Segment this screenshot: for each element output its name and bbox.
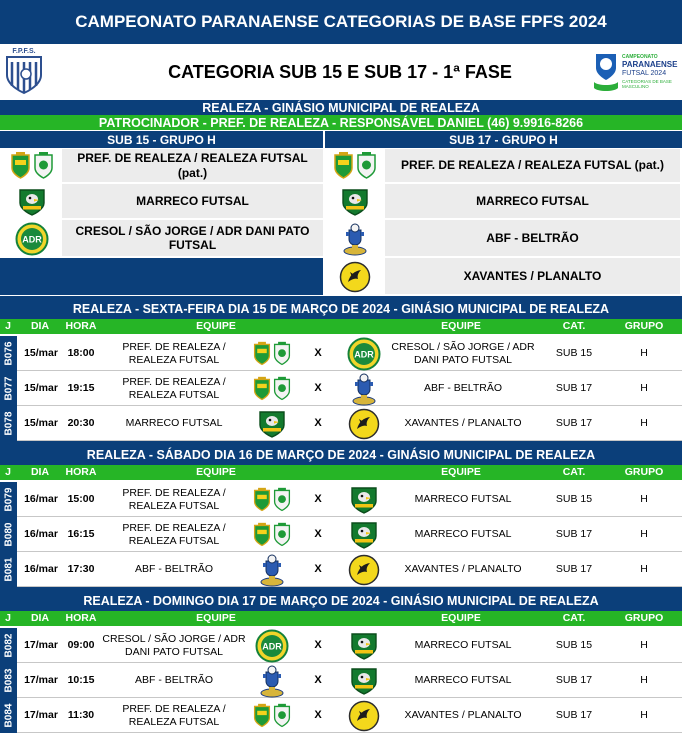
header-j: J [5,612,11,625]
game-id-label: B083 [3,668,14,693]
game-versus: X [314,492,322,505]
xavantes-circle-icon [348,408,380,440]
game-id-label: B079 [3,487,14,512]
game-home-logo [252,406,292,441]
group-left-logo [4,149,60,183]
marreco-shield-icon [340,187,370,217]
game-away-team: XAVANTES / PLANALTO [404,709,522,722]
game-away-team: MARRECO FUTSAL [414,674,512,687]
game-home-logo [252,628,292,663]
game-home-team: PREF. DE REALEZA / REALEZA FUTSAL [122,375,226,401]
campeonato-logo [592,48,680,98]
game-category: SUB 17 [555,709,593,722]
header-equipe: EQUIPE [196,466,236,479]
game-id [0,482,17,517]
game-category: SUB 17 [555,674,593,687]
game-id [0,628,17,663]
title-bar [0,44,682,100]
game-date: 17/mar [24,709,58,722]
game-versus: X [314,638,322,651]
game-id [0,406,17,441]
category-title: CATEGORIA SUB 15 E SUB 17 - 1ª FASE [168,61,512,82]
xavantes-circle-icon [348,700,380,732]
game-id [0,552,17,587]
game-group: H [640,674,648,687]
game-category: SUB 15 [555,493,593,506]
day-title: REALEZA - SEXTA-FEIRA DIA 15 DE MARÇO DE 2024 - GINÁSIO MUNICIPAL DE REALEZA [0,299,682,319]
header-grupo: GRUPO [624,466,664,479]
game-date: 17/mar [24,639,58,652]
group-left-team: CRESOL / SÃO JORGE / ADR DANI PATO FUTSAL [62,220,323,256]
game-group: H [640,639,648,652]
marreco-shield-icon [257,409,287,439]
header-grupo: GRUPO [624,320,664,333]
game-group: H [640,493,648,506]
marreco-shield-icon [349,631,379,661]
marreco-shield-icon [17,187,47,217]
group-right-logo [327,220,383,257]
game-time: 16:15 [67,528,95,541]
game-id [0,517,17,552]
group-right-logo [327,184,383,219]
header-j: J [5,466,11,479]
game-home-team: PREF. DE REALEZA / REALEZA FUTSAL [122,486,226,512]
game-date: 15/mar [24,347,58,360]
game-date: 15/mar [24,417,58,430]
game-id [0,371,17,406]
fpfs-logo-text: F.P.F.S. [12,48,36,55]
game-date: 16/mar [24,493,58,506]
game-category: SUB 17 [555,563,593,576]
game-versus: X [314,381,322,394]
fpfs-shield-icon [4,48,44,96]
realeza-crest-icon [332,151,378,181]
game-group: H [640,709,648,722]
group-right-header: SUB 17 - GRUPO H [325,131,682,148]
header-j: J [5,320,11,333]
game-id-label: B084 [3,703,14,728]
game-away-logo [342,336,386,371]
realeza-crest-icon [9,151,55,181]
game-time: 20:30 [67,417,95,430]
game-home-team: PREF. DE REALEZA / REALEZA FUTSAL [122,340,226,366]
game-away-logo [342,663,386,698]
game-category: SUB 15 [555,347,593,360]
game-home-logo [252,482,292,517]
game-away-team: MARRECO FUTSAL [414,639,512,652]
game-category: SUB 17 [555,417,593,430]
game-time: 15:00 [67,493,95,506]
realeza-crest-icon [252,520,292,550]
game-versus: X [314,416,322,429]
group-right-team: ABF - BELTRÃO [385,220,680,256]
game-away-team: CRESOL / SÃO JORGE / ADR DANI PATO FUTSAL [391,340,535,366]
game-group: H [640,417,648,430]
header-equipe2: EQUIPE [441,320,481,333]
adr-circle-icon [255,629,289,663]
xavantes-circle-icon [339,261,371,293]
group-right-logo [327,149,383,183]
game-time: 11:30 [67,709,95,722]
svg-text:ADR: ADR [262,641,282,651]
marreco-shield-icon [349,666,379,696]
logo-line4: CATEGORIAS DE BASE [622,79,672,84]
header-equipe: EQUIPE [196,320,236,333]
game-date: 16/mar [24,528,58,541]
game-id [0,336,17,371]
group-left-header: SUB 15 - GRUPO H [0,131,323,148]
group-right-team: XAVANTES / PLANALTO [385,258,680,294]
day-title: REALEZA - SÁBADO DIA 16 DE MARÇO DE 2024 - GINÁSIO MUNICIPAL DE REALEZA [0,445,682,465]
venue-title: REALEZA - GINÁSIO MUNICIPAL DE REALEZA [0,100,682,115]
game-group: H [640,528,648,541]
game-versus: X [314,562,322,575]
game-away-logo [342,371,386,406]
game-home-team: ABF - BELTRÃO [135,563,213,576]
game-away-team: MARRECO FUTSAL [414,528,512,541]
game-date: 16/mar [24,563,58,576]
group-left-logo [4,220,60,257]
header-dia: DIA [30,466,50,479]
trophy-icon [592,50,620,94]
xavantes-circle-icon [348,554,380,586]
header-equipe2: EQUIPE [441,612,481,625]
game-id-label: B077 [3,376,14,401]
game-home-team: ABF - BELTRÃO [135,674,213,687]
abf-trophy-icon [259,553,285,587]
group-left-team: PREF. DE REALEZA / REALEZA FUTSAL (pat.) [62,149,323,182]
svg-text:ADR: ADR [22,234,42,244]
game-id [0,663,17,698]
game-id-label: B081 [3,557,14,582]
group-right-team: MARRECO FUTSAL [385,184,680,218]
realeza-crest-icon [252,701,292,731]
header-grupo: GRUPO [624,612,664,625]
game-id-label: B076 [3,341,14,366]
header-equipe2: EQUIPE [441,466,481,479]
header-hora: HORA [65,612,97,625]
game-home-team: MARRECO FUTSAL [125,417,223,430]
adr-circle-icon [347,337,381,371]
game-home-logo [252,336,292,371]
header-equipe: EQUIPE [196,612,236,625]
game-versus: X [314,346,322,359]
abf-trophy-icon [351,372,377,406]
game-group: H [640,347,648,360]
day-title: REALEZA - DOMINGO DIA 17 DE MARÇO DE 2024 - GINÁSIO MUNICIPAL DE REALEZA [0,591,682,611]
game-versus: X [314,708,322,721]
game-versus: X [314,527,322,540]
logo-line2: PARANAENSE [622,60,678,69]
game-category: SUB 17 [555,528,593,541]
group-left-logo [4,184,60,219]
game-home-team: CRESOL / SÃO JORGE / ADR DANI PATO FUTSAL [102,632,246,658]
game-group: H [640,382,648,395]
game-id-label: B078 [3,411,14,436]
game-id-label: B080 [3,522,14,547]
game-away-logo [342,406,386,441]
game-group: H [640,563,648,576]
realeza-crest-icon [252,374,292,404]
game-date: 17/mar [24,674,58,687]
game-home-team: PREF. DE REALEZA / REALEZA FUTSAL [122,702,226,728]
game-time: 10:15 [67,674,95,687]
game-category: SUB 15 [555,639,593,652]
svg-text:ADR: ADR [354,349,374,359]
header-dia: DIA [30,612,50,625]
header-dia: DIA [30,320,50,333]
marreco-shield-icon [349,485,379,515]
game-away-logo [342,517,386,552]
game-home-team: PREF. DE REALEZA / REALEZA FUTSAL [122,521,226,547]
game-time: 19:15 [67,382,95,395]
header-cat: CAT. [562,612,586,625]
realeza-crest-icon [252,485,292,515]
game-versus: X [314,673,322,686]
game-away-team: ABF - BELTRÃO [424,382,502,395]
championship-title: CAMPEONATO PARANAENSE CATEGORIAS DE BASE FPFS 2024 [0,0,682,44]
game-time: 18:00 [67,347,95,360]
game-away-logo [342,698,386,733]
group-right-team: PREF. DE REALEZA / REALEZA FUTSAL (pat.) [385,149,680,182]
group-left-empty [0,258,323,295]
game-away-team: XAVANTES / PLANALTO [404,417,522,430]
header-hora: HORA [65,466,97,479]
game-category: SUB 17 [555,382,593,395]
header-cat: CAT. [562,320,586,333]
logo-line1: CAMPEONATO [622,54,658,60]
adr-circle-icon [15,222,49,256]
game-home-logo [252,371,292,406]
abf-trophy-icon [259,664,285,698]
game-date: 15/mar [24,382,58,395]
game-home-logo [252,552,292,587]
header-cat: CAT. [562,466,586,479]
game-home-logo [252,698,292,733]
marreco-shield-icon [349,520,379,550]
game-home-logo [252,517,292,552]
game-away-team: XAVANTES / PLANALTO [404,563,522,576]
logo-line5: MASCULINO [622,84,649,89]
game-id-label: B082 [3,633,14,658]
group-left-team: MARRECO FUTSAL [62,184,323,218]
game-away-logo [342,628,386,663]
sponsor-line: PATROCINADOR - PREF. DE REALEZA - RESPONSÁVEL DANIEL (46) 9.9916-8266 [0,115,682,130]
game-away-logo [342,552,386,587]
realeza-crest-icon [252,339,292,369]
abf-trophy-icon [342,222,368,256]
game-id [0,698,17,733]
game-time: 17:30 [67,563,95,576]
fpfs-logo [4,48,44,96]
header-hora: HORA [65,320,97,333]
game-home-logo [252,663,292,698]
game-time: 09:00 [67,639,95,652]
game-away-logo [342,482,386,517]
logo-line3: FUTSAL 2024 [622,70,667,77]
game-away-team: MARRECO FUTSAL [414,493,512,506]
group-right-logo [327,258,383,295]
